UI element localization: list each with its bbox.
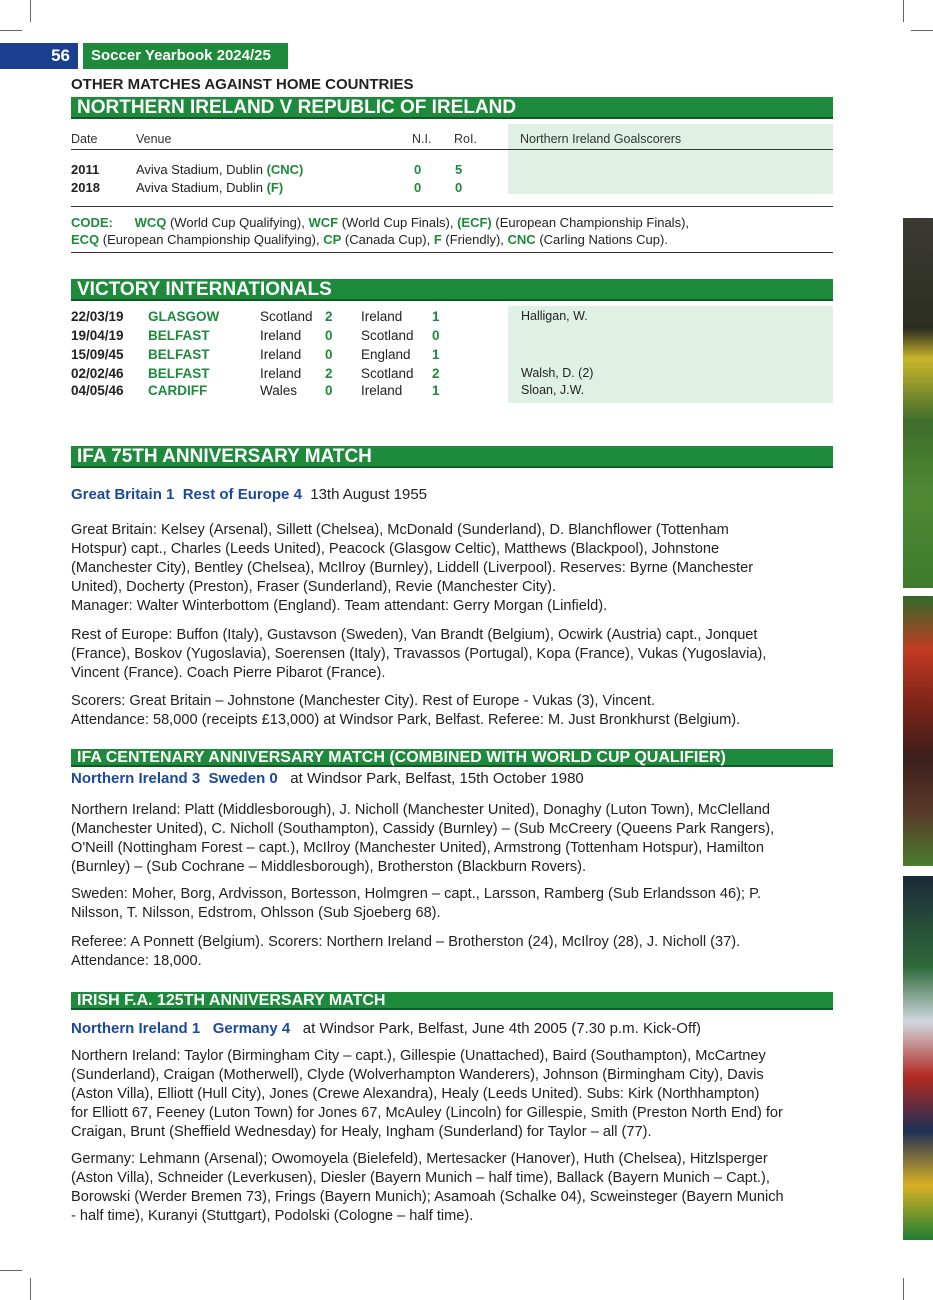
victory-home: Ireland	[260, 366, 302, 381]
crop-mark	[0, 30, 22, 31]
code-key: CODE: WCQ (World Cup Qualifying), WCF (World Cup Finals), (ECF) (European Championship Finals), ECQ (European Championship Qualifying), CP (Canada Cup), F (Friendly), CNC (Carling Nations Cup).	[71, 215, 690, 247]
victory-venue: BELFAST	[148, 366, 210, 381]
victory-away: England	[361, 347, 411, 362]
photo-strip	[903, 596, 933, 866]
victory-scorers: Halligan, W.	[521, 309, 588, 323]
section-kicker: OTHER MATCHES AGAINST HOME COUNTRIES	[71, 76, 414, 93]
text-line: Attendance: 18,000.	[71, 953, 202, 969]
text-line: Northern Ireland: Platt (Middlesborough), J. Nicholl (Manchester United), Donaghy (Luton Town), McClelland	[71, 802, 770, 818]
victory-away: Ireland	[361, 383, 403, 398]
row-date: 2011	[71, 162, 100, 177]
text-line: Attendance: 58,000 (receipts £13,000) at Windsor Park, Belfast. Referee: M. Just Bronkhurst (Belgium).	[71, 712, 741, 728]
photo-strip	[903, 876, 933, 1240]
victory-away: Scotland	[361, 366, 414, 381]
referee-scorers	[71, 933, 833, 971]
rule	[71, 206, 833, 207]
text-line: - half time), Kuranyi (Stuttgart), Podolski (Cologne – half time).	[71, 1208, 474, 1224]
victory-date: 19/04/19	[71, 328, 124, 343]
victory-home: Wales	[260, 383, 298, 398]
victory-venue: BELFAST	[148, 347, 210, 362]
crop-mark	[903, 0, 904, 22]
crop-mark	[0, 1270, 22, 1271]
photo-strip	[903, 218, 933, 588]
ni-lineup	[71, 801, 833, 877]
text-line: (Manchester United), C. Nicholl (Southampton), Cassidy (Burnley) – (Sub McCreery (Queens Park Rangers),	[71, 821, 775, 837]
text-line: for Elliott 67, Feeney (Luton Town) for Jones 67, McAuley (Lincoln) for Gillespie, Smith (Preston North End) for	[71, 1105, 783, 1121]
text-line: Borowski (Werder Bremen 73), Frings (Bayern Munich); Asamoah (Schalke 04), Scweinsteger (Bayern Munich	[71, 1189, 784, 1205]
section-heading-irish125: IRISH F.A. 125TH ANNIVERSARY MATCH	[71, 992, 833, 1010]
text-line: Scorers: Great Britain – Johnstone (Manchester City). Rest of Europe - Vukas (3), Vincent.	[71, 693, 655, 709]
text-line: Great Britain: Kelsey (Arsenal), Sillett (Chelsea), McDonald (Sunderland), D. Blanchflower (Tottenham	[71, 522, 729, 538]
germany-lineup	[71, 1150, 833, 1226]
text-line: Germany: Lehmann (Arsenal); Owomoyela (Bielefeld), Mertesacker (Hanover), Huth (Chelsea), Hitzlsperger	[71, 1151, 768, 1167]
text-line: (Burnley) – (Sub Cochrane – Middlesborough), Brotherston (Blackburn Rovers).	[71, 859, 587, 875]
row-venue: Aviva Stadium, Dublin (F)	[136, 180, 284, 195]
victory-home: Scotland	[260, 309, 313, 324]
text-line: Manager: Walter Winterbottom (England). Team attendant: Gerry Morgan (Linfield).	[71, 598, 608, 614]
victory-scorers: Sloan, J.W.	[521, 383, 585, 397]
victory-venue: BELFAST	[148, 328, 210, 343]
row-venue: Aviva Stadium, Dublin (CNC)	[136, 162, 304, 177]
victory-as: 2	[432, 366, 440, 381]
scorers-attendance	[71, 692, 833, 730]
victory-as: 1	[432, 383, 440, 398]
text-line: (Aston Villa), Elliott (Hull City), Jones (Crewe Alexandra), Healy (Leeds United). Subs: Kirk (Northhampton)	[71, 1086, 760, 1102]
text-line: United), Docherty (Preston), Fraser (Sunderland), Revie (Manchester City).	[71, 579, 556, 595]
col-date: Date	[71, 132, 98, 146]
victory-hs: 0	[325, 383, 333, 398]
victory-home: Ireland	[260, 347, 302, 362]
ni-lineup	[71, 1047, 833, 1142]
row-ni-score: 0	[414, 162, 422, 177]
victory-scorers: Walsh, D. (2)	[521, 366, 594, 380]
section-heading-centenary: IFA CENTENARY ANNIVERSARY MATCH (COMBINED WITH WORLD CUP QUALIFIER)	[71, 749, 833, 767]
victory-hs: 2	[325, 366, 333, 381]
gb-lineup	[71, 521, 833, 616]
row-ni-score: 0	[414, 180, 422, 195]
sweden-lineup	[71, 885, 833, 923]
text-line: (Aston Villa), Schneider (Leverkusen), Diesler (Bayern Munich – half time), Ballack (Bayern Munich – Capt.),	[71, 1170, 770, 1186]
crop-mark	[903, 1278, 904, 1300]
text-line: (Sunderland), Craigan (Motherwell), Clyde (Wolverhampton Wanderers), Johnson (Birmingham City), Davis	[71, 1067, 764, 1083]
row-roi-score: 0	[455, 180, 463, 195]
text-line: O'Neill (Nottingham Forest – capt.), McIlroy (Manchester United), Armstrong (Tottenham Hotspur), Hamilton	[71, 840, 764, 856]
text-line: Referee: A Ponnett (Belgium). Scorers: Northern Ireland – Brotherston (24), McIlroy (28), J. Nicholl (37).	[71, 934, 741, 950]
row-roi-score: 5	[455, 162, 463, 177]
text-line: (Manchester City), Bentley (Chelsea), McIlroy (Burnley), Liddell (Liverpool). Reserves: Byrne (Manchester	[71, 560, 754, 576]
running-title: Soccer Yearbook 2024/25	[83, 43, 288, 69]
col-roi: RoI.	[454, 132, 477, 146]
rule	[71, 252, 833, 253]
victory-hs: 0	[325, 347, 333, 362]
match-result: Northern Ireland 3 Sweden 0 at Windsor Park, Belfast, 15th October 1980	[71, 770, 584, 787]
crop-mark	[911, 30, 933, 31]
col-scorers: Northern Ireland Goalscorers	[520, 132, 682, 146]
text-line: Hotspur) capt., Charles (Leeds United), Peacock (Glasgow Celtic), Matthews (Blackpool), Johnstone	[71, 541, 720, 557]
victory-hs: 0	[325, 328, 333, 343]
victory-date: 15/09/45	[71, 347, 124, 362]
victory-date: 22/03/19	[71, 309, 124, 324]
victory-home: Ireland	[260, 328, 302, 343]
rule	[71, 149, 833, 150]
text-line: Craigan, Brunt (Sheffield Wednesday) for Healy, Ingham (Sunderland) for Taylor – all (77).	[71, 1124, 652, 1140]
victory-venue: CARDIFF	[148, 383, 208, 398]
text-line: Nilsson, T. Nilsson, Edstrom, Ohlsson (Sub Sjoeberg 68).	[71, 905, 441, 921]
victory-away: Ireland	[361, 309, 403, 324]
page-number: 56	[0, 43, 78, 69]
row-date: 2018	[71, 180, 100, 195]
section-heading-ni-roi: NORTHERN IRELAND V REPUBLIC OF IRELAND	[71, 97, 833, 119]
roe-lineup	[71, 626, 833, 683]
text-line: Vincent (France). Coach Pierre Pibarot (France).	[71, 665, 386, 681]
victory-away: Scotland	[361, 328, 414, 343]
victory-venue: GLASGOW	[148, 309, 220, 324]
text-line: Sweden: Moher, Borg, Ardvisson, Bortesson, Holmgren – capt., Larsson, Ramberg (Sub Erlandsson 46); P.	[71, 886, 762, 902]
match-result: Northern Ireland 1 Germany 4 at Windsor Park, Belfast, June 4th 2005 (7.30 p.m. Kick-Off)	[71, 1020, 702, 1037]
victory-as: 1	[432, 309, 440, 324]
victory-date: 02/02/46	[71, 366, 124, 381]
section-heading-victory: VICTORY INTERNATIONALS	[71, 279, 833, 301]
victory-date: 04/05/46	[71, 383, 124, 398]
victory-as: 0	[432, 328, 440, 343]
crop-mark	[30, 1278, 31, 1300]
victory-hs: 2	[325, 309, 333, 324]
match-result: Great Britain 1 Rest of Europe 4 13th August 1955	[71, 486, 428, 503]
text-line: Northern Ireland: Taylor (Birmingham City – capt.), Gillespie (Unattached), Baird (Southampton), McCartney	[71, 1048, 766, 1064]
col-venue: Venue	[136, 132, 172, 146]
crop-mark	[30, 0, 31, 22]
text-line: (France), Boskov (Yugoslavia), Soerensen (Italy), Travassos (Portugal), Kopa (France), Vukas (Yugoslavia),	[71, 646, 767, 662]
section-heading-ifa75: IFA 75TH ANNIVERSARY MATCH	[71, 446, 833, 468]
victory-as: 1	[432, 347, 440, 362]
text-line: Rest of Europe: Buffon (Italy), Gustavson (Sweden), Van Brandt (Belgium), Ocwirk (Austria) capt., Jonquet	[71, 627, 758, 643]
col-ni: N.I.	[412, 132, 432, 146]
